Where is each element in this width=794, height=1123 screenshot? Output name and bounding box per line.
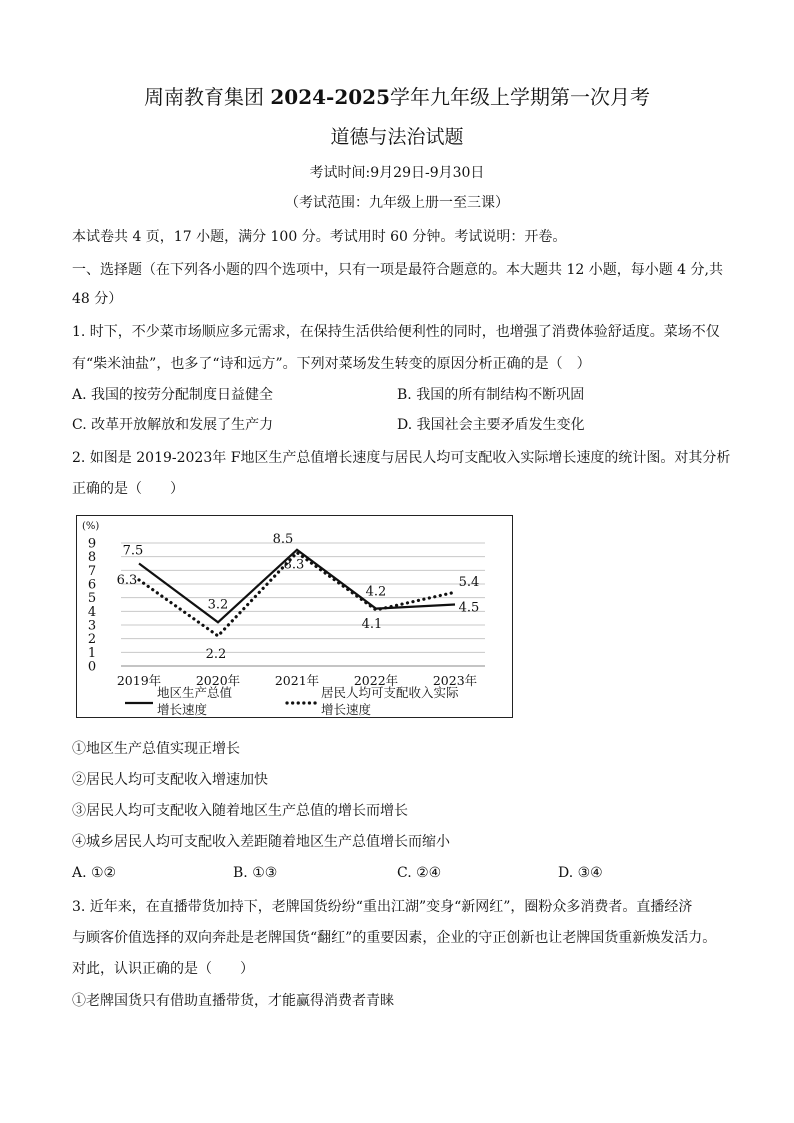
data-label-income: 6.3 <box>116 572 138 588</box>
q2-option-c: C. ②④ <box>397 865 442 881</box>
y-tick-label: 3 <box>87 618 97 634</box>
growth-line-chart <box>76 515 513 718</box>
data-label-income: 8.3 <box>283 557 305 573</box>
data-label-income: 2.2 <box>205 646 227 662</box>
y-tick-label: 7 <box>87 563 97 579</box>
title-years: 2024-2025 <box>270 85 390 109</box>
q2-stem-line2: 正确的是（ ） <box>72 481 184 497</box>
data-label-gdp: 4.5 <box>458 600 480 616</box>
exam-title <box>0 84 794 110</box>
legend-gdp-label-line2: 增长速度 <box>157 702 208 717</box>
q2-stem-line1: 2. 如图是 2019-2023年 F地区生产总值增长速度与居民人均可支配收入实际增长速度的统计图。对其分析 <box>72 450 731 466</box>
section-heading-line2: 48 分） <box>72 291 123 307</box>
q2-statement-2: ②居民人均可支配收入增速加快 <box>72 772 268 788</box>
q3-statement-1: ①老牌国货只有借助直播带货，才能赢得消费者青睐 <box>72 993 394 1009</box>
title-prefix: 周南教育集团 <box>144 85 264 109</box>
data-label-gdp: 7.5 <box>122 543 144 559</box>
x-tick-label: 2019年 <box>116 673 162 688</box>
q2-option-b: B. ①③ <box>233 865 278 881</box>
y-tick-label: 0 <box>87 659 97 675</box>
q3-stem-line1: 3. 近年来，在直播带货加持下，老牌国货纷纷“重出江湖”变身“新网红”，圈粉众多消费者。直播经济 <box>72 899 693 915</box>
y-tick-label: 2 <box>87 632 97 648</box>
q1-option-d: D. 我国社会主要矛盾发生变化 <box>397 417 585 433</box>
y-tick-label: 8 <box>87 550 97 566</box>
q1-option-c: C. 改革开放解放和发展了生产力 <box>72 417 274 433</box>
exam-range: （考试范围：九年级上册一至三课） <box>285 195 509 211</box>
x-tick-label: 2022年 <box>353 673 399 688</box>
y-tick-label: 1 <box>87 645 97 661</box>
title-suffix: 学年九年级上学期第一次月考 <box>390 85 650 109</box>
x-tick-label: 2020年 <box>195 673 241 688</box>
legend-income-label-line2: 增长速度 <box>321 702 372 717</box>
q2-statement-3: ③居民人均可支配收入随着地区生产总值的增长而增长 <box>72 803 408 819</box>
exam-time: 考试时间:9月29日-9月30日 <box>309 165 485 181</box>
q3-stem-line2: 与顾客价值选择的双向奔赴是老牌国货“翻红”的重要因素，企业的守正创新也让老牌国货重新焕发活力。 <box>72 930 717 946</box>
q2-option-a: A. ①② <box>72 865 117 881</box>
legend-income-label-line1: 居民人均可支配收入实际 <box>321 685 459 700</box>
q1-option-a: A. 我国的按劳分配制度日益健全 <box>72 387 274 403</box>
q2-statement-1: ①地区生产总值实现正增长 <box>72 741 240 757</box>
section-heading-line1: 一、选择题（在下列各小题的四个选项中，只有一项是最符合题意的。本大题共 12 小题，每小题 4 分,共 <box>72 262 723 278</box>
chart-svg <box>77 516 514 719</box>
q1-option-b: B. 我国的所有制结构不断巩固 <box>397 387 585 403</box>
data-label-gdp: 4.2 <box>365 584 387 600</box>
q1-stem-line1: 1. 时下，不少菜市场顺应多元需求，在保持生活供给便利性的同时，也增强了消费体验舒适度。菜场不仅 <box>72 324 720 340</box>
q2-option-d: D. ③④ <box>558 865 603 881</box>
y-tick-label: 5 <box>87 591 97 607</box>
q1-stem-line2: 有“柴米油盐”，也多了“诗和远方”。下列对菜场发生转变的原因分析正确的是（ ） <box>72 356 591 372</box>
y-tick-label: 4 <box>87 604 97 620</box>
y-axis-unit-label: (%) <box>82 521 100 532</box>
y-tick-label: 6 <box>87 577 97 593</box>
data-label-income: 4.1 <box>361 616 383 632</box>
paper-info: 本试卷共 4 页，17 小题，满分 100 分。考试用时 60 分钟。考试说明：开卷。 <box>72 229 567 245</box>
y-tick-label: 9 <box>87 536 97 552</box>
subject-title: 道德与法治试题 <box>330 126 464 148</box>
x-tick-label: 2023年 <box>432 673 478 688</box>
q2-statement-4: ④城乡居民人均可支配收入差距随着地区生产总值增长而缩小 <box>72 834 450 850</box>
q3-stem-line3: 对此，认识正确的是（ ） <box>72 961 254 977</box>
x-tick-label: 2021年 <box>274 673 320 688</box>
data-label-gdp: 8.5 <box>272 531 294 547</box>
data-label-gdp: 3.2 <box>207 597 229 613</box>
data-label-income: 5.4 <box>458 575 480 591</box>
legend-gdp-label-line1: 地区生产总值 <box>157 685 233 700</box>
